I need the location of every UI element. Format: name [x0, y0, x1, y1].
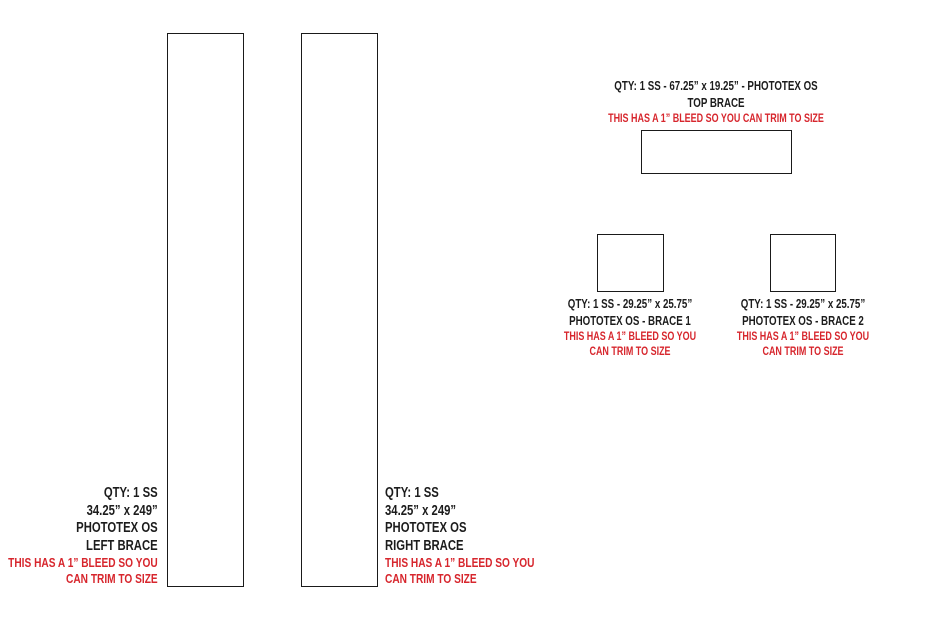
brace-1-panel [597, 234, 664, 292]
right-brace-qty: QTY: 1 SS [385, 485, 439, 501]
brace-2-panel [770, 234, 836, 292]
right-brace-size: 34.25” x 249” [385, 502, 457, 519]
top-brace-bleed: THIS HAS A 1” BLEED SO YOU CAN TRIM TO SIZE [608, 113, 824, 125]
brace-1-bleed-line2: CAN TRIM TO SIZE [589, 346, 671, 358]
right-brace-panel [301, 33, 378, 587]
right-brace-bleed-line1: THIS HAS A 1” BLEED SO YOU [385, 555, 535, 570]
brace-1-bleed-line1: THIS HAS A 1” BLEED SO YOU [563, 331, 697, 343]
top-brace-name: TOP BRACE [687, 96, 745, 110]
top-brace-label [599, 80, 833, 129]
brace-2-bleed-line2: CAN TRIM TO SIZE [762, 346, 844, 358]
left-brace-size: 34.25” x 249” [86, 502, 158, 519]
brace-2-label [725, 298, 881, 362]
left-brace-bleed-line2: CAN TRIM TO SIZE [66, 571, 158, 586]
left-brace-material: PHOTOTEX OS [76, 520, 158, 536]
right-brace-label [385, 486, 535, 588]
brace-1-spec: QTY: 1 SS - 29.25” x 25.75” [567, 297, 693, 311]
brace-2-name: PHOTOTEX OS - BRACE 2 [742, 314, 864, 328]
left-brace-label [8, 486, 158, 588]
right-brace-name: RIGHT BRACE [385, 537, 464, 554]
left-brace-name: LEFT BRACE [86, 537, 158, 554]
top-brace-spec: QTY: 1 SS - 67.25” x 19.25” - PHOTOTEX OS [614, 79, 818, 93]
right-brace-material: PHOTOTEX OS [385, 520, 467, 536]
left-brace-panel [167, 33, 244, 587]
top-brace-panel [641, 130, 792, 174]
left-brace-qty: QTY: 1 SS [104, 485, 158, 501]
right-brace-bleed-line2: CAN TRIM TO SIZE [385, 571, 477, 586]
brace-2-spec: QTY: 1 SS - 29.25” x 25.75” [740, 297, 866, 311]
brace-1-name: PHOTOTEX OS - BRACE 1 [569, 314, 691, 328]
left-brace-bleed-line1: THIS HAS A 1” BLEED SO YOU [8, 555, 158, 570]
brace-2-bleed-line1: THIS HAS A 1” BLEED SO YOU [736, 331, 870, 343]
brace-1-label [552, 298, 708, 362]
